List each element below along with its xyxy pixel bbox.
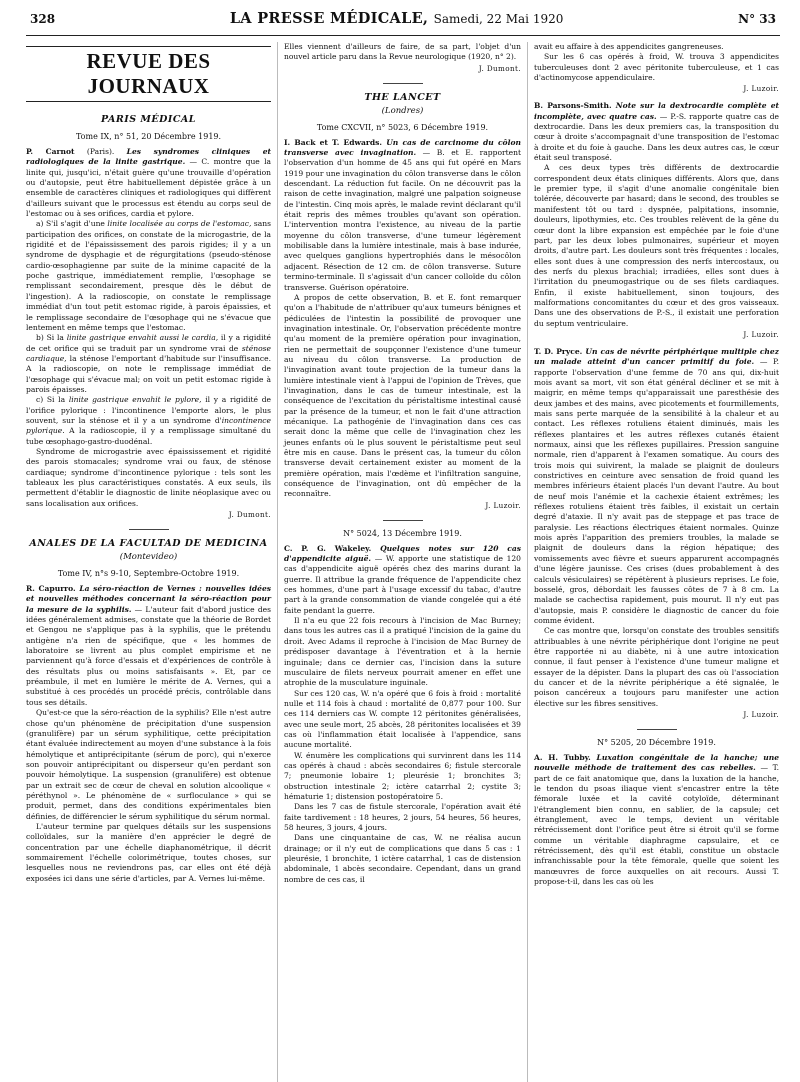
article-paragraph: Syndrome de microgastrie avec épaississement et rigidité des parois stomacales; syndrome vrai ou faux, de sténose cardiaque; syndrome d'incontinence pylorique : tels sont les tableaux les plus caractéristiques constatés. A eux seuls, ils permettent d'établir le diagnostic de linite néoplasique avec ou sans localisation aux orifices.: [26, 446, 271, 508]
article-author: R. Capurro.: [26, 584, 76, 594]
newspaper-name: LA PRESSE MÉDICALE,: [229, 10, 429, 27]
article-paragraph: R. Capurro. La séro-réaction de Vernes : nouvelles idées et nouvelles méthodes concernant la séro-réaction pour la mesure de la syphilis. — L'auteur fait d'abord justice des idées généralement admises, constate que la théorie de Bordet et Gengou ne s'applique pas à la syphilis, que le prétendu antigène n'a rien de spécifique, que « les hommes de laboratoire se livrent au plus complet empirisme et ne parviennent qu'à force d'essais et d'expériences de contrôle à des résultats plus ou moins satisfaisants ». Et, par ce préambule, il met en lumière le mérite de A. Vernes, qui a substitué à ces procédés un procédé précis, contrôlable dans tous ses détails.: [26, 584, 272, 707]
journal-name: ANALES DE LA FACULTAD DE MEDICINA: [29, 538, 268, 550]
article-paragraph: Sur ces 120 cas, W. n'a opéré que 6 fois à froid : mortalité nulle et 114 fois à chaud : mortalité de 0,877 pour 100. Sur ces 114 derniers cas W. compte 12 péritonites généralisées, avec une seule mort, 25 abcès, 28 péritonites localisées et 39 cas où l'inflammation était localisée à l'appendice, sans aucune mortalité.: [284, 688, 521, 750]
article-author: A. H. Tubby.: [534, 752, 591, 762]
journal-tome: N° 5024, 13 Décembre 1919.: [343, 528, 462, 538]
article-paragraph: Ce cas montre que, lorsqu'on constate des troubles sensitifs attribuables à une névrite périphérique dont l'origine ne peut être rapportée ni au diabète, ni à une autre intoxication connue, il faut penser à l'existence d'une tumeur maligne et essayer de la dépister. Dans la plupart des cas où l'association du cancer et de la névrite périphérique a été signalée, le poison cancéreux a toujours paru manifester une action élective sur les fibres sensitives.: [534, 626, 779, 708]
signature: J. Dumont.: [228, 510, 271, 520]
article-author: C. P. G. Wakeley.: [284, 543, 372, 553]
signature: J. Dumont.: [478, 63, 521, 73]
article-paragraph: Dans une cinquantaine de cas, W. ne réalisa aucun drainage; or il n'y eut de complications que dans 5 cas : 1 pleurésie, 1 bronchite, 1 ictère catarrhal, 1 cas de distension abdominale, 1 abcès secondaire. Cependant, dans un grand nombre de ces cas, il: [284, 833, 521, 884]
article-paragraph: L'auteur termine par quelques détails sur les suspensions colloïdales, sur la manière d'en apprécier le degré de concentration par une échelle diaphanométrique, il décrit sommairement l'échelle colorimétrique, toutes choses, sur lesquelles nous ne reviendrons pas, car elles ont été déjà exposées ici dans une série d'articles, par A. Vernes lui-même.: [26, 821, 271, 883]
article-paragraph: T. D. Pryce. Un cas de névrite périphérique multiple chez un malade atteint d'un cancer primitif du foie. — P. rapporte l'observation d'une femme de 70 ans qui, dix-huit mois avant sa mort, vit son état général décliner et se mit à maigrir, en même temps qu'apparaissait une paresthésie des deux jambes et des mains, avec picotements et fourmillements, mais sans perte marquée de la sensibilité à la chaleur et au contact. Les réflexes rotuliens étaient diminués, mais les réflexes plantaires et les autres réflexes cutanés étaient normaux, ainsi que les réflexes pupillaires. Pression sanguine normale, rien d'apparent à l'examen somatique. Au cours des trois mois qui suivirent, la malade se plaignit de douleurs constrictives en ceinture avec sensation de froid quand les membres inférieurs étaient placés l'un devant l'autre. Au bout de neuf mois l'anémie et la cachexie étaient extrêmes; les réflexes rotuliens étaient très faibles, il existait un certain degré d'ataxie. Il n'y avait pas de steppage et pas trace de paralysie. Les réactions électriques étaient normales. Quinze mois après l'apparition des premiers troubles, la malade se plaignit de douleurs dans la région hépatique; des vomissements avec fièvre et sueurs apparurent accompagnés d'une légère jaunisse. Ces crises (dues probablement à des calculs vésiculaires) se répétèrent à plusieurs reprises. Le foie, bosselé, gros, débordait les fausses côtes de 7 à 8 cm. La malade se cachectisa rapidement, puis mourut. Il n'y eut pas d'autopsie, mais P. considère le diagnostic de cancer du foie comme évident.: [534, 346, 779, 625]
journal-city: (Montevideo): [119, 552, 178, 563]
divider: [637, 729, 677, 730]
column-3: [528, 42, 779, 1082]
article-title: Note sur la dextrocardie complète et incomplète, avec quatre cas.: [534, 101, 779, 121]
column-2: [277, 42, 528, 1082]
article-author: I. Back et T. Edwards.: [284, 137, 383, 147]
article-paragraph: Dans les 7 cas de fistule stercorale, l'opération avait été faite tardivement : 18 heures, 2 jours, 54 heures, 56 heures, 58 heures, 3 jours, 4 jours.: [284, 802, 521, 832]
journal-tome: Tome IV, n°s 9-10, Septembre-Octobre 1919.: [57, 569, 240, 579]
signature: J. Luzoir.: [743, 329, 779, 339]
journal-city: (Londres): [381, 105, 424, 116]
signature: J. Luzoir.: [485, 500, 521, 510]
article-paragraph: C. P. G. Wakeley. Quelques notes sur 120 cas d'appendicite aiguë. — W. apporte une statistique de 120 cas d'appendicite aiguë opérés chez des marins durant la guerre. Il attribue la grande fréquence de l'appendicite chez ces hommes, d'une part à l'usage excessif du tabac, d'autre part à la grande consommation de viande congelée qui a été faite pendant la guerre.: [284, 543, 522, 615]
issue-number: N° 33: [738, 12, 776, 26]
article-paragraph: Sur les 6 cas opérés à froid, W. trouva 3 appendicites tuberculeuses dont 2 avec péritonite tuberculeuse, et 1 cas d'actinomycose appendiculaire.: [534, 52, 779, 83]
article-title: La séro-réaction de Vernes : nouvelles idées et nouvelles méthodes concernant la séro-réaction pour la mesure de la syphilis.: [26, 584, 272, 614]
issue-date: Samedi, 22 Mai 1920: [433, 12, 564, 26]
column-1: [26, 42, 277, 1082]
article-paragraph: Elles viennent d'ailleurs de faire, de sa part, l'objet d'un nouvel article paru dans la Revue neurologique (1920, n° 2).: [284, 42, 521, 62]
article-title: Quelques notes sur 120 cas d'appendicite aiguë.: [284, 543, 522, 564]
article-paragraph: P. Carnot (Paris). Les syndromes cliniques et radiologiques de la linite gastrique. — C. montre que la linite qui, jusqu'ici, n'était guère qu'une trouvaille d'opération ou d'autopsie, peut être habituellement dépistée grâce à un ensemble de caractères cliniques et radiologiques qui diffèrent d'ailleurs suivant que le processus est étendu au corps seul de l'estomac ou à ses orifices, cardia et pylore.: [26, 147, 272, 219]
article-paragraph: a) S'il s'agit d'une linite localisée au corps de l'estomac, sans participation des orifices, on constate de la microgastrie, de la rigidité et de l'épaississement des parois rigides; il y a un syndrome de dysphagie et de régurgitations (pseudo-sténose cardio-œsophagienne par suite de la minime capacité de la poche gastrique, immédiatement remplie, l'œsophage se remplissant secondairement, presque dès le début de l'ingestion). A la radioscopie, on constate le remplissage immédiat d'un tout petit estomac rigide, à parois épaissies, et le remplissage secondaire de l'œsophage qui ne s'évacue que lentement en même temps que l'estomac.: [26, 219, 271, 332]
article-title: Luxation congénitale de la hanche; une nouvelle méthode de traitement des cas rebelles.: [534, 752, 779, 773]
journal-tome: N° 5205, 20 Décembre 1919.: [597, 737, 716, 747]
page-number: 328: [30, 12, 56, 26]
article-paragraph: Qu'est-ce que la séro-réaction de la syphilis? Elle n'est autre chose qu'un phénomène de précipitation d'une suspension (granulifère) par un sérum syphilitique, cette précipitation étant évaluée indirectement au moyen d'une substance à la fois hémolytique et antiprécipitante (sérum de porc), qui n'exerce son pouvoir antiprécipitant ou disperseur qu'en perdant son pouvoir hémolytique. La suspension (granulifère) est obtenue par un extrait sec de cœur de cheval en solution alcoolique « péréthynol ». Le phénomène de « surfloculance » qui se produit, permet, dans des conditions expérimentales bien définies, de différencier le sérum syphilitique du sérum normal.: [26, 708, 271, 821]
signature: J. Luzoir.: [743, 709, 779, 719]
article-paragraph: A. H. Tubby. Luxation congénitale de la hanche; une nouvelle méthode de traitement des cas rebelles. — T. part de ce fait anatomique que, dans la luxation de la hanche, le tendon du psoas iliaque vient s'encastrer entre la tête fémorale luxée et la cavité cotyloïde, déterminant l'étranglement bien connu, en sablier, de la capsule; cet étranglement, avec le temps, devient un véritable rétrécissement dont l'orifice peut être si étroit qu'il se forme comme un véritable diaphragme capsulaire, et ce rétrécissement, dès qu'il est établi, constitue un obstacle infranchissable pour la tête fémorale, quelle que soient les manœuvres de force auxquelles on ait recours. Aussi T. propose-t-il, dans les cas où les: [534, 752, 779, 887]
divider: [383, 520, 423, 521]
article-paragraph: Il n'a eu que 22 fois recours à l'incision de Mac Burney; dans tous les autres cas il a pratiqué l'incision de la gaine du droit. Avec Adams il reproche à l'incision de Mac Burney de prédisposer davantage à l'éventration et à la hernie inguinale; dans ce dernier cas, l'incision dans la suture musculaire de filets nerveux pourrait amener en effet une atrophie de la musculature inguinale.: [284, 616, 521, 688]
article-author: P. Carnot: [26, 147, 75, 156]
article-author: T. D. Pryce.: [534, 346, 583, 356]
journal-name: PARIS MÉDICAL: [101, 114, 196, 125]
article-paragraph: b) Si la linite gastrique envahit aussi le cardia, il y a rigidité de cet orifice qui se traduit par un syndrome vrai de sténose cardiaque, la sténose l'emportant d'habitude sur l'insuffisance. A la radioscopie, on note le remplissage immédiat de l'œsophage qui s'évacue mal; on voit un petit estomac rigide à parois épaisses.: [26, 333, 271, 394]
columns: [26, 42, 780, 1082]
signature: J. Luzoir.: [743, 84, 779, 94]
article-paragraph: W. énumère les complications qui survinrent dans les 114 cas opérés à chaud : abcès secondaires 6; fistule stercorale 7; pneumonie lobaire 1; pleurésie 1; bronchites 3; obstruction intestinale 2; ictère catarrhal 2; cystite 3; hématurie 1; distension postopératoire 5.: [284, 750, 521, 801]
article-title: Un cas de carcinome du côlon transverse avec invagination.: [284, 137, 521, 158]
journal-name: THE LANCET: [364, 91, 441, 103]
article-paragraph: A propos de cette observation, B. et E. font remarquer qu'on a l'habitude de n'attribuer qu'aux tumeurs bénignes et pédiculées de l'intestin la possibilité de provoquer une invagination intestinale. Or, l'observation précédente montre qu'au moment de la première opération pour invagination, rien ne permettait de soupçonner l'existence d'une tumeur au niveau du côlon transverse. La production de l'invagination avant toute projection de la tumeur dans la lumière intestinale vient à l'appui de l'opinion de Trèves, que l'invagination, dans le cas de tumeur intestinale, est la conséquence de l'excitation du péristaltisme intestinal causé par la présence de la tumeur, et non le fait d'une attraction mécanique. La pathogénie de l'invagination dans ces cas serait donc la même que celle de l'invagination chez les jeunes enfants où le plus souvent le péristaltisme peut seul être mis en cause. Dans le présent cas, la tumeur du côlon transverse devait certainement exister au moment de la première opération, mais l'œdème et l'infiltration sanguine, conséquence de l'invagination, ont dû empêcher de la reconnaître.: [284, 292, 521, 499]
journal-tome: Tome IX, n° 51, 20 Décembre 1919.: [75, 132, 222, 141]
article-paragraph: A ces deux types très différents de dextrocardie correspondent deux états cliniques différents. Alors que, dans le premier type, il s'agit d'une anomalie congénitale bien tolérée, découverte par hasard; dans le second, des troubles se manifestent tôt ou tard : dyspnée, palpitations, insomnie, douleurs, lipothymies, etc. Ces troubles relèvent de la gêne du cœur dont la libre expansion est empêchée par le foie d'une part, par les deux lobes pulmonaires, supérieur et moyen droits, d'autre part. Les douleurs sont très fréquentes : locales, elles sont dues à une compression des nerfs intercostaux, ou des nerfs du plexus brachial; irradiées, elles sont dues à l'irritation du pneumogastrique ou de ses filets cardiaques. Enfin, il existe habituellement, sinon toujours, des malformations concomitantes du cœur et des gros vaisseaux. Dans une des observations de P.-S., il existait une perforation du septum ventriculaire.: [534, 163, 779, 328]
divider: [383, 83, 423, 84]
article-paragraph: I. Back et T. Edwards. Un cas de carcinome du côlon transverse avec invagination. — B. et E. rapportent l'observation d'un homme de 45 ans qui fut opéré en Mars 1919 pour une invagination du côlon transverse dans le côlon descendant. La réduction fut facile. On ne découvrit pas la raison de cette invagination, malgré une palpation soigneuse de l'intestin. Cinq mois après, le malade revint déclarant qu'il était repris des mêmes troubles qu'avant son opération. L'intervention montra l'existence, au niveau de la partie moyenne du côlon transverse, d'une tumeur légèrement mobilisable dans la lumière intestinale, mais à base indurée, avec quelques ganglions hypertrophiés dans le mésocôlon adjacent. Résection de 12 cm. de côlon transverse. Suture termino-terminale. Il s'agissait d'un cancer colloïde du côlon transverse. Guérison opératoire.: [284, 137, 521, 292]
article-title: Les syndromes cliniques et radiologiques de la linite gastrique.: [26, 147, 272, 167]
page-header: [26, 10, 780, 36]
article-paragraph: avait eu affaire à des appendicites gangreneuses.: [534, 42, 724, 51]
article-title: Un cas de névrite périphérique multiple chez un malade atteint d'un cancer primitif du foie.: [534, 346, 779, 367]
journal-tome: Tome CXCVII, n° 5023, 6 Décembre 1919.: [316, 122, 489, 132]
article-paragraph: B. Parsons-Smith. Note sur la dextrocardie complète et incomplète, avec quatre cas. — P.-S. rapporte quatre cas de dextrocardie. Dans les deux premiers cas, la transposition du cœur à droite s'accompagnait d'une transposition de l'estomac à droite et du foie à gauche. Dans les deux autres cas, le cœur était seul transposé.: [534, 101, 779, 163]
newspaper-title: [230, 10, 564, 27]
section-title: REVUE DES JOURNAUX: [26, 46, 271, 102]
divider: [129, 529, 169, 530]
article-paragraph: c) Si la linite gastrique envahit le pylore, il y a rigidité de l'orifice pylorique : l'incontinence l'emporte alors, le plus souvent, sur la sténose et il y a un syndrome d'incontinence pylorique. A la radioscopie, il y a remplissage simultané du tube œsophago-gastro-duodénal.: [26, 395, 271, 446]
article-author: B. Parsons-Smith.: [534, 101, 612, 111]
